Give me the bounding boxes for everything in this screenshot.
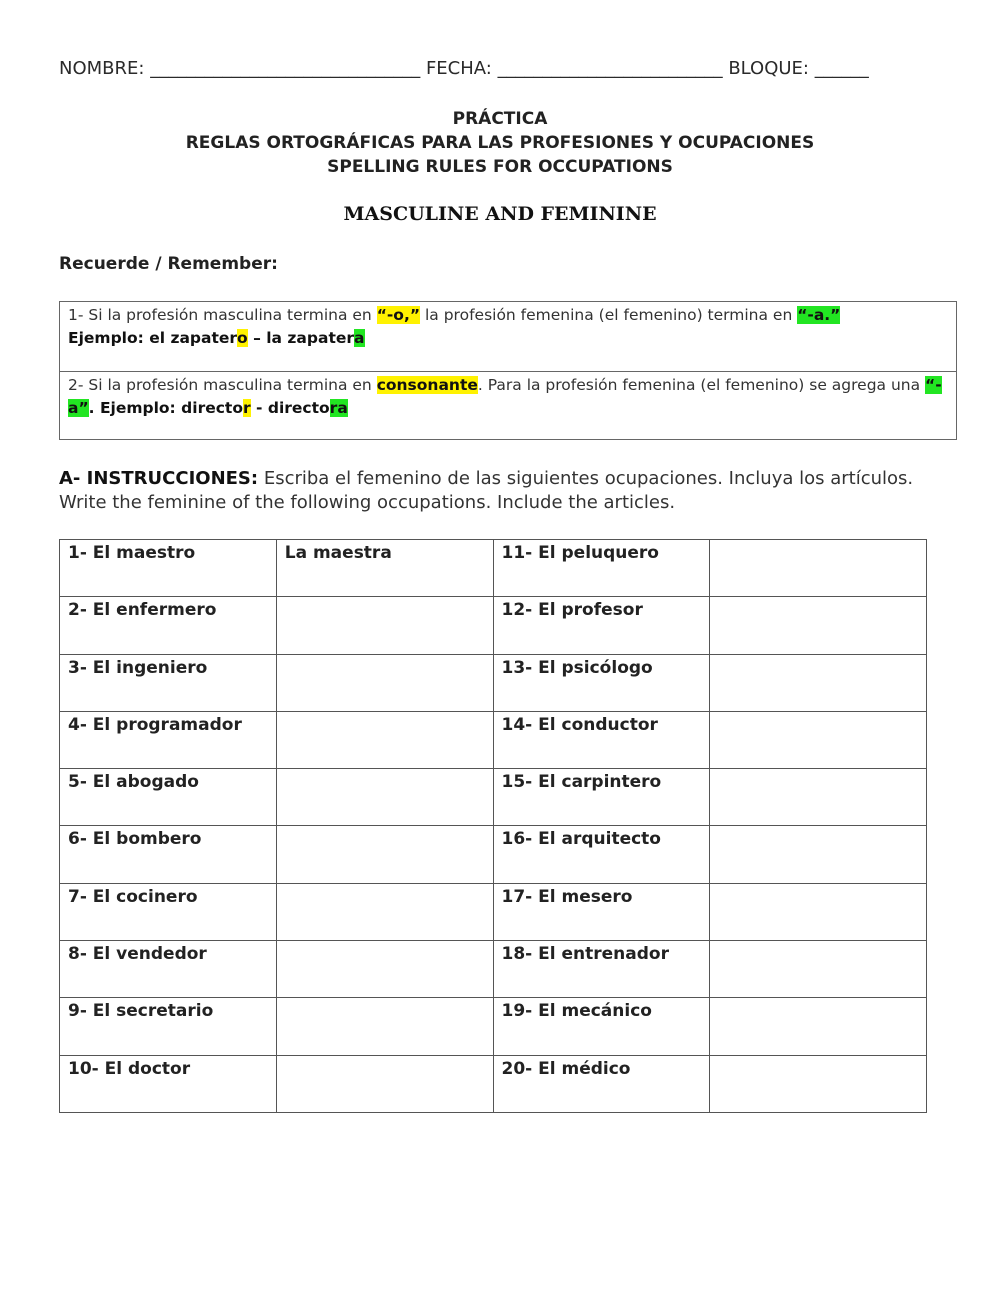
title-spelling: SPELLING RULES FOR OCCUPATIONS (327, 157, 673, 177)
fecha-label: FECHA: (425, 58, 492, 79)
bloque-label: BLOQUE: (728, 58, 809, 79)
occupation-cell: 16- El arquitecto (493, 826, 710, 883)
rules-divider (60, 371, 956, 372)
title-practica: PRÁCTICA (452, 109, 548, 129)
answer-cell[interactable] (710, 1055, 927, 1112)
table-row (60, 883, 927, 940)
table-row (60, 769, 927, 826)
occupation-cell: 5- El abogado (60, 769, 277, 826)
answer-cell[interactable] (710, 597, 927, 654)
occupation-cell: 2- El enfermero (60, 597, 277, 654)
answer-cell[interactable] (276, 998, 493, 1055)
rule-1-example-hl-o: o (237, 329, 248, 347)
occupation-cell: 6- El bombero (60, 826, 277, 883)
rule-2-example-b: - directo (250, 399, 330, 417)
occupation-cell: 12- El profesor (493, 597, 710, 654)
answer-cell[interactable] (276, 769, 493, 826)
occupation-cell: 1- El maestro (60, 540, 277, 597)
rule-2-example-hl-ra: ra (329, 399, 348, 417)
answer-cell[interactable] (276, 826, 493, 883)
rule-1-highlight-o: “-o,” (376, 306, 421, 324)
rule-1 (68, 304, 948, 350)
rule-2-text-b: . Para la profesión femenina (el femenino) se agrega una (477, 376, 926, 394)
rule-1-text-b: la profesión femenina (el femenino) termina en (424, 306, 798, 324)
instructions-label: A- INSTRUCCIONES: (59, 468, 259, 489)
table-row (60, 998, 927, 1055)
occupations-table (59, 539, 927, 1113)
answer-cell[interactable] (710, 711, 927, 768)
rule-2-example-hl-r: r (242, 399, 251, 417)
student-info-line (59, 58, 939, 79)
occupation-cell: 10- El doctor (60, 1055, 277, 1112)
occupation-cell: 19- El mecánico (493, 998, 710, 1055)
answer-cell[interactable] (710, 998, 927, 1055)
answer-cell[interactable] (276, 654, 493, 711)
occupation-cell: 11- El peluquero (493, 540, 710, 597)
answer-cell[interactable] (710, 883, 927, 940)
answer-cell[interactable] (276, 883, 493, 940)
table-row (60, 1055, 927, 1112)
occupation-cell: 17- El mesero (493, 883, 710, 940)
occupation-cell: 20- El médico (493, 1055, 710, 1112)
occupation-cell: 14- El conductor (493, 711, 710, 768)
answer-cell[interactable] (710, 941, 927, 998)
answer-cell[interactable] (276, 1055, 493, 1112)
rule-2-example-a: . Ejemplo: directo (88, 399, 243, 417)
rule-2-text-a: 2- Si la profesión masculina termina en (68, 376, 377, 394)
answer-cell[interactable]: La maestra (276, 540, 493, 597)
rule-2-highlight-a: “-a” (68, 376, 942, 417)
table-row (60, 941, 927, 998)
rule-1-example-hl-a: a (354, 329, 365, 347)
table-row (60, 654, 927, 711)
occupation-cell: 4- El programador (60, 711, 277, 768)
answer-cell[interactable] (710, 540, 927, 597)
answer-cell[interactable] (276, 711, 493, 768)
rule-2 (68, 374, 948, 420)
answer-cell[interactable] (710, 654, 927, 711)
instructions-text-en: Write the feminine of the following occupations. Include the articles. (59, 492, 676, 513)
fecha-field[interactable]: _________________________ (497, 58, 723, 79)
answer-cell[interactable] (276, 941, 493, 998)
answer-cell[interactable] (276, 597, 493, 654)
occupation-cell: 15- El carpintero (493, 769, 710, 826)
remember-heading: Recuerde / Remember: (59, 254, 278, 274)
rules-box (59, 301, 957, 440)
table-row (60, 597, 927, 654)
answer-cell[interactable] (710, 769, 927, 826)
table-row (60, 826, 927, 883)
occupation-cell: 3- El ingeniero (60, 654, 277, 711)
occupation-cell: 7- El cocinero (60, 883, 277, 940)
rule-1-example-b: – la zapater (247, 329, 355, 347)
rule-1-highlight-a: “-a.” (797, 306, 841, 324)
instructions (59, 467, 959, 515)
nombre-field[interactable]: ______________________________ (150, 58, 421, 79)
rule-1-example-a: Ejemplo: el zapater (68, 329, 238, 347)
instructions-text-es: Escriba el femenino de las siguientes ocupaciones. Incluya los artículos. (258, 468, 914, 489)
nombre-label: NOMBRE: (59, 58, 145, 79)
title-block (0, 107, 1000, 179)
main-title: MASCULINE AND FEMININE (343, 203, 657, 225)
answer-cell[interactable] (710, 826, 927, 883)
occupation-cell: 8- El vendedor (60, 941, 277, 998)
bloque-field[interactable]: ______ (814, 58, 869, 79)
rule-2-highlight-consonante: consonante (376, 376, 478, 394)
table-row (60, 540, 927, 597)
occupation-cell: 13- El psicólogo (493, 654, 710, 711)
occupation-cell: 18- El entrenador (493, 941, 710, 998)
rule-1-text-a: 1- Si la profesión masculina termina en (68, 306, 377, 324)
occupation-cell: 9- El secretario (60, 998, 277, 1055)
title-reglas: REGLAS ORTOGRÁFICAS PARA LAS PROFESIONES Y OCUPACIONES (185, 133, 815, 153)
table-row (60, 711, 927, 768)
